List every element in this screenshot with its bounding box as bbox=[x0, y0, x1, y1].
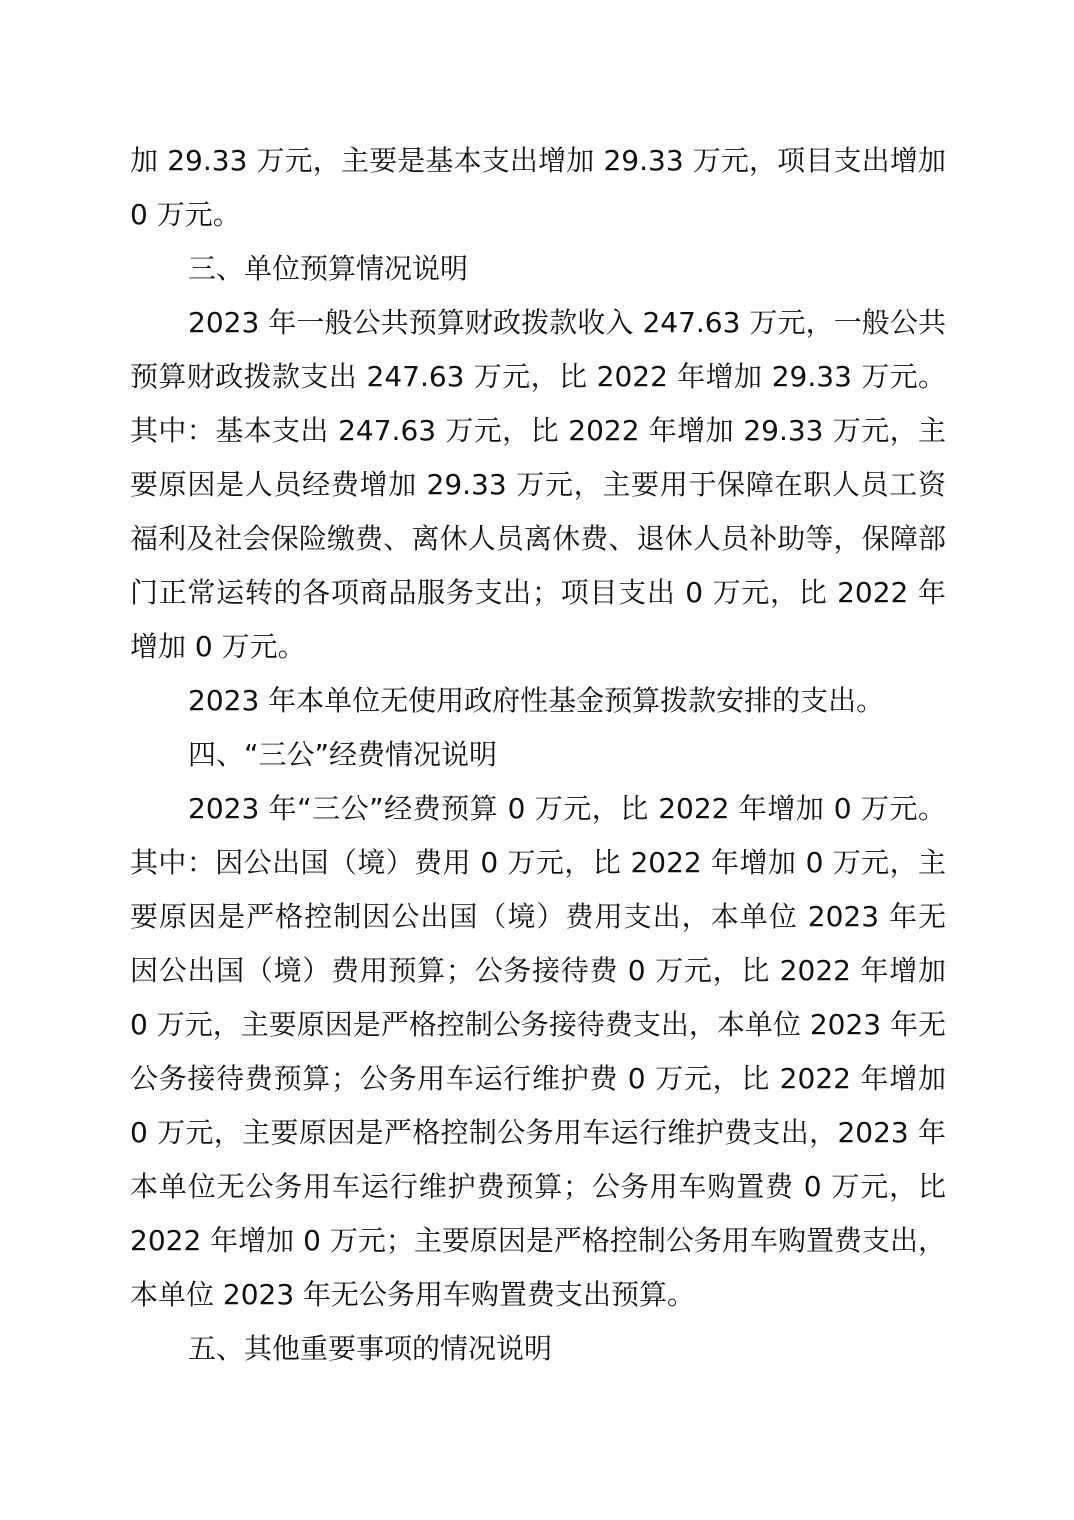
section-heading-other-matters: 五、其他重要事项的情况说明 bbox=[188, 1332, 553, 1365]
section-heading-unit-budget: 三、单位预算情况说明 bbox=[188, 252, 469, 285]
section-heading-three-public-expenses: 四、“三公”经费情况说明 bbox=[188, 738, 498, 771]
paragraph-general-public-budget: 2023 年一般公共预算财政拨款收入 247.63 万元，一般公共预算财政拨款支出 247.63 万元，比 2022 年增加 29.33 万元。其中：基本支出 247.63 万元，比 2022 年增加 29.33 万元，主要原因是人员经费增加 29.33 万元，主要用于保障在职人员工资福利及社会保险缴费、离休人员离休费、退休人员补助等，保障部门正常运转的各项商品服务支出；项目支出 0 万元，比 2022 年增加 0 万元。 bbox=[130, 306, 946, 663]
document-body bbox=[130, 134, 946, 1376]
paragraph-three-public-expenses: 2023 年“三公”经费预算 0 万元，比 2022 年增加 0 万元。其中：因公出国（境）费用 0 万元，比 2022 年增加 0 万元，主要原因是严格控制因公出国（境）费用支出，本单位 2023 年无因公出国（境）费用预算；公务接待费 0 万元，比 2022 年增加 0 万元，主要原因是严格控制公务接待费支出，本单位 2023 年无公务接待费预算；公务用车运行维护费 0 万元，比 2022 年增加 0 万元，主要原因是严格控制公务用车运行维护费支出，2023 年本单位无公务用车运行维护费预算；公务用车购置费 0 万元，比 2022 年增加 0 万元；主要原因是严格控制公务用车购置费支出，本单位 2023 年无公务用车购置费支出预算。 bbox=[130, 792, 946, 1311]
paragraph-continuation: 加 29.33 万元，主要是基本支出增加 29.33 万元，项目支出增加 0 万元。 bbox=[130, 144, 946, 231]
paragraph-government-fund: 2023 年本单位无使用政府性基金预算拨款安排的支出。 bbox=[188, 684, 885, 717]
